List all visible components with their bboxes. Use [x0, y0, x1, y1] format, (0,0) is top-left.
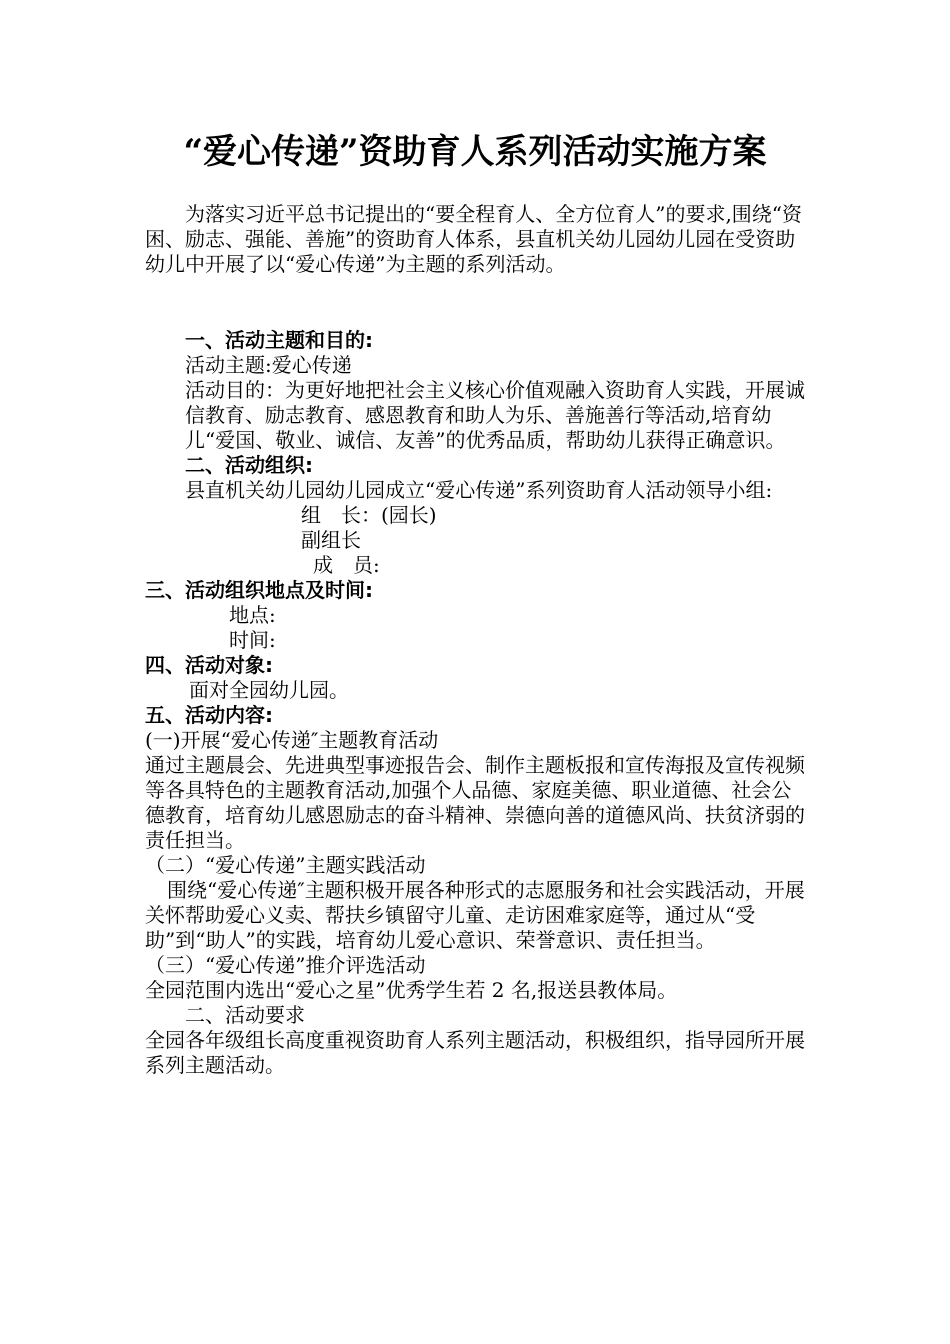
document-title: “爱心传递”资助育人系列活动实施方案 — [183, 132, 767, 172]
section-5-heading: 五、活动内容: — [145, 703, 273, 727]
section-1-heading: 一、活动主题和目的: — [185, 328, 373, 352]
requirements-body: 全园各年级组长高度重视资助育人系列主题活动，积极组织，指导园所开展系列主题活动。 — [145, 1028, 805, 1077]
content-2-title: （二）“爱心传递”主题实践活动 — [145, 853, 426, 877]
time: 时间: — [229, 628, 276, 652]
section-6-heading: 二、活动要求 — [185, 1003, 305, 1027]
activity-theme: 活动主题:爱心传递 — [185, 353, 352, 377]
section-3-heading: 三、活动组织地点及时间: — [145, 578, 373, 602]
document-body — [145, 328, 825, 1078]
section-2-heading: 二、活动组织: — [185, 453, 313, 477]
organization-text: 县直机关幼儿园幼儿园成立“爱心传递”系列资助育人活动领导小组: — [185, 478, 773, 502]
content-3-body: 全园范围内选出“爱心之星”优秀学生若 2 名,报送县教体局。 — [145, 978, 678, 1002]
content-3-title: （三）“爱心传递”推介评选活动 — [145, 953, 426, 977]
content-1-title: (一)开展“爱心传递″主题教育活动 — [145, 728, 439, 752]
section-4-heading: 四、活动对象: — [145, 653, 273, 677]
activity-target: 面对全园幼儿园。 — [189, 678, 349, 702]
content-2-body: 围绕“爱心传递″主题积极开展各种形式的志愿服务和社会实践活动，开展关怀帮助爱心义卖、帮扶乡镇留守儿童、走访困难家庭等，通过从“受助”到“助人”的实践，培育幼儿爱心意识、荣誉意识、责任担当。 — [145, 878, 805, 952]
members: 成 员: — [313, 553, 380, 577]
location: 地点: — [229, 603, 276, 627]
content-1-body: 通过主题晨会、先进典型事迹报告会、制作主题板报和宣传海报及宣传视频等各具特色的主题教育活动,加强个人品德、家庭美德、职业道德、社会公德教育，培育幼儿感恩励志的奋斗精神、崇德向善的道德风尚、扶贫济弱的责任担当。 — [145, 753, 805, 852]
group-leader: 组 长：(园长) — [301, 503, 437, 527]
vice-leader: 副组长 — [301, 528, 361, 552]
intro-paragraph: 为落实习近平总书记提出的“要全程育人、全方位育人”的要求,围绕“资困、励志、强能、善施”的资助育人体系，县直机关幼儿园幼儿园在受资助幼儿中开展了以“爱心传递”为主题的系列活动。 — [145, 202, 803, 276]
activity-purpose: 活动目的：为更好地把社会主义核心价值观融入资助育人实践，开展诚信教育、励志教育、感恩教育和助人为乐、善施善行等活动,培育幼儿“爱国、敬业、诚信、友善”的优秀品质，帮助幼儿获得正确意识。 — [185, 378, 805, 452]
